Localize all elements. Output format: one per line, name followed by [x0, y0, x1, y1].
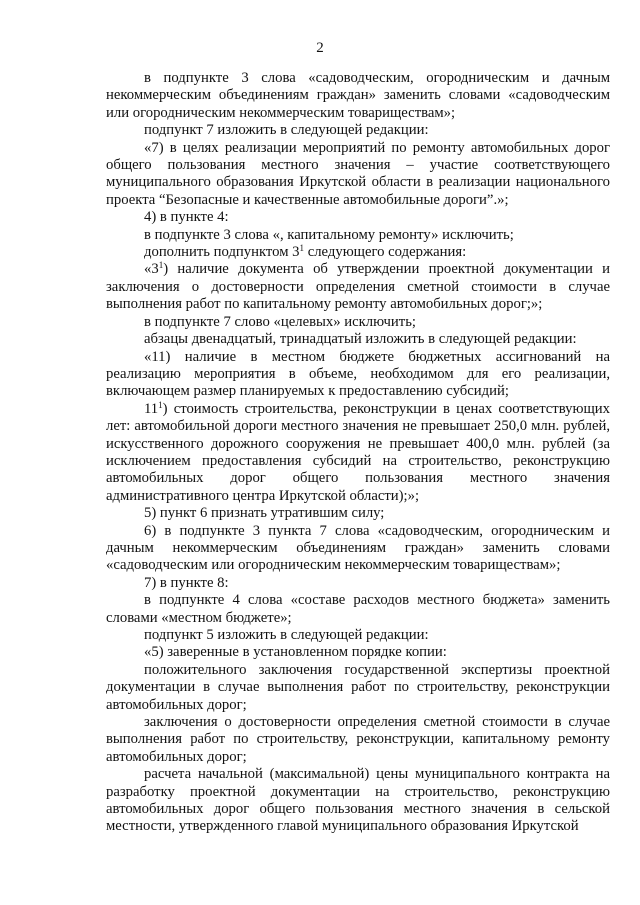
- paragraph: «7) в целях реализации мероприятий по ремонту автомобильных дорог общего пользования местного значения – участие соответствующего муниципального образования Иркутской области в реализации национального проекта “Безопасные и качественные автомобильные дороги”.»;: [106, 139, 610, 208]
- paragraph: абзацы двенадцатый, тринадцатый изложить в следующей редакции:: [144, 331, 577, 348]
- superscript: 1: [158, 399, 163, 410]
- superscript: 1: [299, 243, 305, 254]
- paragraph-text: дополнить подпунктом 3: [144, 244, 300, 261]
- paragraph: [106, 244, 610, 261]
- paragraph: в подпункте 3 слова «, капитальному ремонту» исключить;: [144, 226, 514, 243]
- paragraph: 4) в пункте 4:: [144, 209, 229, 226]
- paragraph-text: ) стоимость строительства, реконструкции в ценах соответствующих лет: автомобильной дороги местного значения не превышает 250,0 млн. рублей, искусственного дорожного сооружения не превышает 400,0 млн. рублей (за исключением предоставления субсидий на строительство, реконструкцию автомобильных дорог общего пользования местного значения административного центра Иркутской области);»;: [106, 400, 610, 504]
- paragraph: [106, 261, 610, 313]
- paragraph: в подпункте 3 слова «садоводческим, огородническим и дачным некоммерческим объединениям граждан» заменить словами «садоводческим или огородническим некоммерческим товариществам»;: [106, 70, 610, 121]
- paragraph: 7) в пункте 8:: [144, 574, 229, 591]
- paragraph: подпункт 5 изложить в следующей редакции:: [144, 627, 429, 643]
- paragraph: «5) заверенные в установленном порядке копии:: [144, 644, 447, 661]
- paragraph-text: следующего содержания:: [304, 244, 467, 261]
- paragraph: 6) в подпункте 3 пункта 7 слова «садоводческим, огородническим и дачным некоммерческим объединениям граждан» заменить словами «садоводческим или огородническим некоммерческим товариществам»;: [106, 522, 610, 574]
- paragraph: «11) наличие в местном бюджете бюджетных ассигнований на реализацию мероприятия в объеме, необходимом для его реализации, включающем размер планируемых к предоставлению субсидий;: [106, 348, 610, 400]
- paragraph: в подпункте 4 слова «составе расходов местного бюджета» заменить словами «местном бюджете»;: [106, 592, 610, 626]
- paragraph: положительного заключения государственной экспертизы проектной документации в случае выполнения работ по строительству, реконструкции автомобильных дорог;: [106, 661, 610, 713]
- paragraph-text: 11: [144, 400, 159, 417]
- paragraph: подпункт 7 изложить в следующей редакции:: [144, 122, 429, 139]
- document-body: [106, 70, 610, 836]
- paragraph: расчета начальной (максимальной) цены муниципального контракта на разработку проектной документации на строительство, реконструкцию автомобильных дорог общего пользования местного значения в сельской местности, утвержденного главой муниципального образования Иркутской: [106, 766, 610, 835]
- paragraph: заключения о достоверности определения сметной стоимости в случае выполнения работ по строительству, реконструкции, капитальному ремонту автомобильных дорог;: [106, 714, 610, 765]
- page-number: 2: [316, 40, 324, 56]
- paragraph-text: «3: [144, 261, 159, 278]
- paragraph: в подпункте 7 слово «целевых» исключить;: [144, 313, 416, 330]
- paragraph: 5) пункт 6 признать утратившим силу;: [144, 505, 385, 522]
- paragraph-text: ) наличие документа об утверждении проектной документации и заключения о достоверности определения сметной стоимости в случае выполнения работ по капитальному ремонту автомобильных дорог;»;: [106, 261, 610, 313]
- superscript: 1: [158, 260, 164, 271]
- paragraph: [106, 401, 610, 505]
